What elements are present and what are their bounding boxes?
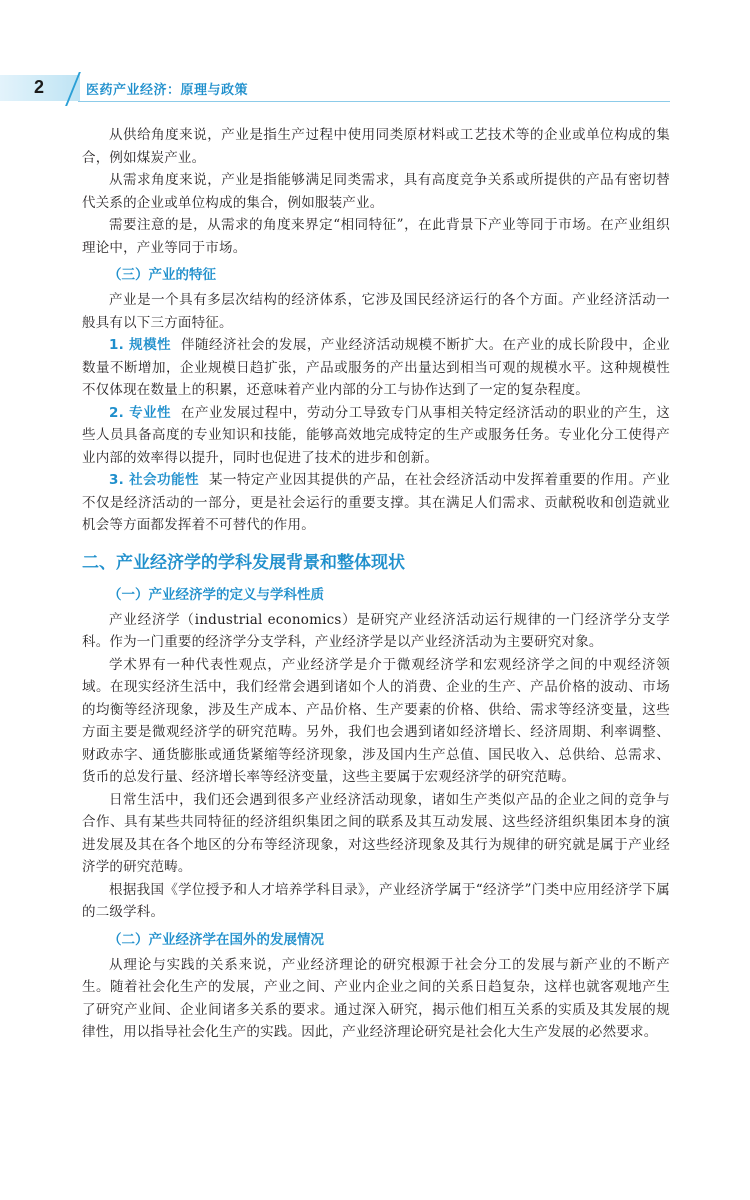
paragraph-theory-practice: 从理论与实践的关系来说，产业经济理论的研究根源于社会分工的发展与新产业的不断产生。随着社会化生产的发展，产业之间、产业内企业之间的关系日趋复杂，这样也就客观地产生了研究产业间、企业间诸多关系的要求。通过深入研究，揭示他们相互关系的实质及其发展的规律性，用以指导社会化生产的实践。因此，产业经济理论研究是社会化大生产发展的必然要求。	[82, 956, 670, 1040]
paragraph-note: 需要注意的是，从需求的角度来界定“相同特征”，在此背景下产业等同于市场。在产业组织理论中，产业等同于市场。	[82, 217, 670, 256]
section-heading-2: 二、产业经济学的学科发展背景和整体现状	[82, 552, 405, 573]
feature-specialization	[82, 402, 670, 470]
subheading-definition: （一）产业经济学的定义与学科性质	[108, 586, 324, 603]
paragraph-discipline-catalog: 根据我国《学位授予和人才培养学科目录》，产业经济学属于“经济学”门类中应用经济学下属的二级学科。	[82, 881, 670, 920]
feature-specialization-text: 在产业发展过程中，劳动分工导致专门从事相关特定经济活动的职业的产生，这些人员具备高度的专业知识和技能，能够高效地完成特定的生产或服务任务。专业化分工使得产业内部的效率得以提升，同时也促进了技术的进步和创新。	[82, 404, 671, 466]
feature-scale-text: 伴随经济社会的发展，产业经济活动规模不断扩大。在产业的成长阶段中，企业数量不断增加，企业规模日趋扩张，产品或服务的产出量达到相当可观的规模水平。这种规模性不仅体现在数量上的积累，还意味着产业内部的分工与协作达到了一定的复杂程度。	[82, 337, 671, 398]
feature-specialization-term: 2. 专业性	[109, 404, 172, 421]
subheading-industry-features: （三）产业的特征	[108, 267, 216, 283]
feature-scale-term: 1. 规模性	[109, 337, 172, 353]
feature-social-function-term: 3. 社会功能性	[109, 472, 199, 488]
paragraph-supply: 从供给角度来说，产业是指生产过程中使用同类原材料或工艺技术等的企业或单位构成的集合，例如煤炭产业。	[82, 127, 670, 166]
header-rule	[78, 101, 670, 102]
paragraph-daily-life: 日常生活中，我们还会遇到很多产业经济活动现象，诸如生产类似产品的企业之间的竞争与合作、具有某些共同特征的经济组织集团之间的联系及其互动发展、这些经济组织集团本身的演进发展及其在各个地区的分布等经济现象，对这些经济现象及其行为规律的研究就是属于产业经济学的研究范畴。	[82, 791, 670, 875]
running-header	[0, 70, 750, 110]
running-title: 医药产业经济：原理与政策	[86, 83, 249, 98]
page-number: 2	[34, 77, 45, 97]
feature-social-function	[82, 469, 670, 537]
feature-social-function-text: 某一特定产业因其提供的产品，在社会经济活动中发挥着重要的作用。产业不仅是经济活动的一部分，更是社会运行的重要支撑。其在满足人们需求、贡献税收和创造就业机会等方面都发挥着不可替代的作用。	[82, 472, 670, 533]
paragraph-demand: 从需求角度来说，产业是指能够满足同类需求，具有高度竞争关系或所提供的产品有密切替代关系的企业或单位构成的集合，例如服装产业。	[82, 172, 670, 211]
paragraph-meso-view: 学术界有一种代表性观点，产业经济学是介于微观经济学和宏观经济学之间的中观经济领域。在现实经济生活中，我们经常会遇到诸如个人的消费、企业的生产、产品价格的波动、市场的均衡等经济现象，涉及生产成本、产品价格、生产要素的价格、供给、需求等经济变量，这些方面主要是微观经济学的研究范畴。另外，我们也会遇到诸如经济增长、经济周期、利率调整、财政赤字、通货膨胀或通货紧缩等经济现象，涉及国内生产总值、国民收入、总供给、总需求、货币的总发行量、经济增长率等经济变量，这些主要属于宏观经济学的研究范畴。	[82, 656, 670, 785]
feature-scale	[82, 334, 670, 402]
subheading-abroad: （二）产业经济学在国外的发展情况	[108, 931, 324, 948]
page-body	[82, 124, 670, 1044]
paragraph-definition: 产业经济学（industrial economics）是研究产业经济活动运行规律的一门经济学分支学科。作为一门重要的经济学分支学科，产业经济学是以产业经济活动为主要研究对象。	[82, 611, 670, 650]
paragraph-features-intro: 产业是一个具有多层次结构的经济体系，它涉及国民经济运行的各个方面。产业经济活动一般具有以下三方面特征。	[82, 292, 670, 331]
